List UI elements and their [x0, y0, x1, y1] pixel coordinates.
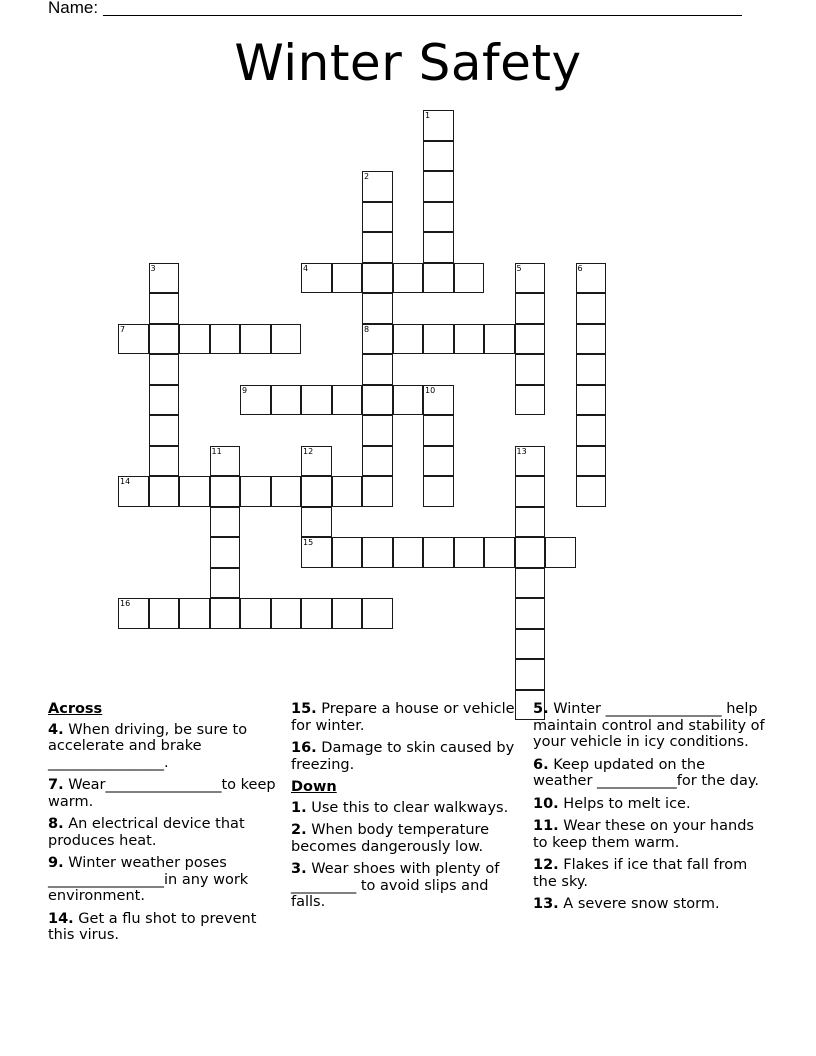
grid-cell[interactable] [301, 446, 332, 477]
grid-cell[interactable] [210, 476, 241, 507]
clue-down-10 [533, 796, 769, 813]
grid-cell[interactable] [423, 415, 454, 446]
clue-number: 3. [291, 861, 307, 877]
grid-cell[interactable] [423, 263, 454, 294]
clue-number: 8. [48, 816, 64, 832]
grid-cell[interactable] [240, 598, 271, 629]
grid-cell[interactable] [423, 202, 454, 233]
clue-down-3 [291, 861, 527, 911]
grid-cell[interactable] [576, 476, 607, 507]
cell-number: 9 [242, 385, 248, 395]
clue-down-12 [533, 857, 769, 890]
grid-cell[interactable] [393, 537, 424, 568]
clue-text: Wear these on your hands to keep them warm. [533, 818, 754, 851]
clue-number: 2. [291, 822, 307, 838]
grid-cell[interactable] [423, 171, 454, 202]
clue-text: Get a flu shot to prevent this virus. [48, 910, 257, 943]
grid-cell[interactable] [240, 476, 271, 507]
clue-across-8 [48, 816, 284, 849]
grid-cell[interactable] [362, 476, 393, 507]
clue-text: Wear shoes with plenty of _________ to avoid slips and falls. [291, 861, 500, 910]
grid-cell[interactable] [515, 385, 546, 416]
grid-cell[interactable] [210, 537, 241, 568]
grid-cell[interactable] [515, 598, 546, 629]
clue-text: Keep updated on the weather ___________for the day. [533, 756, 759, 789]
grid-cell[interactable] [362, 324, 393, 355]
grid-cell[interactable] [149, 476, 180, 507]
grid-cell[interactable] [332, 598, 363, 629]
grid-cell[interactable] [271, 476, 302, 507]
clue-down-6 [533, 757, 769, 790]
clue-down-5 [533, 701, 769, 751]
cell-number: 3 [150, 263, 156, 273]
clue-number: 1. [291, 799, 307, 816]
grid-cell[interactable] [515, 507, 546, 538]
grid-cell[interactable] [301, 507, 332, 538]
cell-number: 5 [516, 263, 522, 273]
grid-cell[interactable] [423, 232, 454, 263]
clue-text: Prepare a house or vehicle for winter. [291, 701, 515, 734]
grid-cell[interactable] [271, 598, 302, 629]
grid-cell[interactable] [515, 293, 546, 324]
grid-cell[interactable] [179, 476, 210, 507]
grid-cell[interactable] [393, 263, 424, 294]
page-title: Winter Safety [234, 34, 582, 92]
cell-number: 1 [425, 111, 431, 120]
grid-cell[interactable] [362, 598, 393, 629]
clue-number: 10. [533, 795, 559, 812]
cell-number: 6 [577, 263, 583, 273]
cell-number: 2 [364, 172, 370, 181]
grid-cell[interactable] [332, 263, 363, 294]
grid-cell[interactable] [515, 446, 546, 477]
grid-cell[interactable] [423, 385, 454, 416]
name-label: Name: [48, 0, 99, 17]
grid-cell[interactable] [301, 598, 332, 629]
grid-cell[interactable] [515, 537, 546, 568]
grid-cell[interactable] [362, 354, 393, 385]
grid-cell[interactable] [149, 354, 180, 385]
grid-cell[interactable] [149, 415, 180, 446]
grid-cell[interactable] [301, 476, 332, 507]
grid-cell[interactable] [332, 476, 363, 507]
down-heading: Down [291, 779, 337, 795]
clue-text: Wear________________to keep warm. [48, 777, 276, 810]
grid-cell[interactable] [484, 537, 515, 568]
clue-text: When driving, be sure to accelerate and brake ________________. [48, 721, 248, 771]
cell-number: 11 [211, 446, 222, 456]
grid-cell[interactable] [240, 385, 271, 416]
grid-cell[interactable] [149, 385, 180, 416]
grid-cell[interactable] [423, 446, 454, 477]
clue-number: 12. [533, 857, 559, 873]
grid-cell[interactable] [454, 324, 485, 355]
cell-number: 8 [364, 324, 370, 334]
clue-text: Use this to clear walkways. [306, 799, 509, 816]
grid-cell[interactable] [576, 324, 607, 355]
grid-cell[interactable] [423, 110, 454, 141]
cell-number: 12 [303, 446, 314, 456]
grid-cell[interactable] [362, 385, 393, 416]
grid-cell[interactable] [515, 568, 546, 599]
grid-cell[interactable] [271, 385, 302, 416]
grid-cell[interactable] [576, 385, 607, 416]
grid-cell[interactable] [118, 476, 149, 507]
clue-text: Winter ________________ help maintain control and stability of your vehicle in icy conditions. [533, 701, 765, 750]
grid-cell[interactable] [454, 263, 485, 294]
clue-number: 15. [291, 701, 317, 717]
grid-cell[interactable] [423, 476, 454, 507]
grid-cell[interactable] [362, 293, 393, 324]
grid-cell[interactable] [118, 324, 149, 355]
grid-cell[interactable] [454, 537, 485, 568]
grid-cell[interactable] [515, 629, 546, 660]
cell-number: 4 [303, 263, 309, 273]
clue-down-1 [291, 800, 527, 817]
grid-cell[interactable] [393, 324, 424, 355]
clue-number: 14. [48, 910, 74, 927]
grid-cell[interactable] [210, 568, 241, 599]
clues-column-2 [291, 701, 527, 917]
cell-number: 15 [303, 538, 314, 547]
grid-cell[interactable] [515, 354, 546, 385]
grid-cell[interactable] [362, 537, 393, 568]
grid-cell[interactable] [118, 598, 149, 629]
clue-across-9 [48, 855, 284, 905]
grid-cell[interactable] [484, 324, 515, 355]
grid-cell[interactable] [362, 263, 393, 294]
grid-cell[interactable] [423, 141, 454, 172]
clue-number: 13. [533, 896, 559, 912]
grid-cell[interactable] [149, 293, 180, 324]
grid-cell[interactable] [576, 354, 607, 385]
clue-across-4 [48, 722, 284, 772]
clue-text: A severe snow storm. [558, 896, 720, 912]
grid-cell[interactable] [362, 202, 393, 233]
grid-cell[interactable] [179, 598, 210, 629]
clue-number: 11. [533, 818, 559, 834]
clue-down-11 [533, 818, 769, 851]
grid-cell[interactable] [179, 324, 210, 355]
grid-cell[interactable] [301, 537, 332, 568]
grid-cell[interactable] [210, 598, 241, 629]
clues-column-3 [533, 701, 769, 919]
clue-text: Damage to skin caused by freezing. [291, 740, 515, 773]
grid-cell[interactable] [210, 507, 241, 538]
cell-number: 10 [425, 385, 436, 395]
clue-text: Winter weather poses ________________in any work environment. [48, 855, 249, 904]
grid-cell[interactable] [149, 263, 180, 294]
grid-cell[interactable] [210, 446, 241, 477]
grid-cell[interactable] [545, 537, 576, 568]
grid-cell[interactable] [515, 659, 546, 690]
grid-cell[interactable] [332, 385, 363, 416]
grid-cell[interactable] [515, 263, 546, 294]
cell-number: 14 [120, 477, 131, 486]
grid-cell[interactable] [149, 598, 180, 629]
grid-cell[interactable] [332, 537, 363, 568]
grid-cell[interactable] [423, 537, 454, 568]
grid-cell[interactable] [240, 324, 271, 355]
cell-number: 16 [120, 599, 131, 608]
grid-cell[interactable] [149, 446, 180, 477]
clue-number: 5. [533, 701, 549, 717]
clue-text: Flakes if ice that fall from the sky. [533, 857, 748, 890]
grid-cell[interactable] [515, 476, 546, 507]
cell-number: 13 [516, 446, 527, 456]
grid-cell[interactable] [393, 385, 424, 416]
grid-cell[interactable] [362, 415, 393, 446]
clue-number: 7. [48, 777, 64, 793]
grid-cell[interactable] [362, 171, 393, 202]
clue-number: 4. [48, 721, 64, 738]
clue-across-15 [291, 701, 527, 734]
clue-number: 6. [533, 756, 549, 773]
grid-cell[interactable] [362, 232, 393, 263]
grid-cell[interactable] [301, 385, 332, 416]
grid-cell[interactable] [149, 324, 180, 355]
clue-across-7 [48, 777, 284, 810]
across-heading: Across [48, 701, 103, 717]
grid-cell[interactable] [576, 263, 607, 294]
clues-column-1 [48, 701, 284, 950]
cell-number: 7 [120, 324, 126, 334]
grid-cell[interactable] [515, 324, 546, 355]
clue-across-16 [291, 740, 527, 773]
clue-text: An electrical device that produces heat. [48, 816, 245, 849]
grid-cell[interactable] [210, 324, 241, 355]
grid-cell[interactable] [576, 446, 607, 477]
clue-down-2 [291, 822, 527, 855]
clue-text: When body temperature becomes dangerously low. [291, 822, 490, 855]
clue-text: Helps to melt ice. [558, 795, 691, 812]
grid-cell[interactable] [576, 293, 607, 324]
clue-number: 16. [291, 740, 317, 756]
clue-across-14 [48, 911, 284, 944]
clue-number: 9. [48, 855, 64, 871]
grid-cell[interactable] [271, 324, 302, 355]
grid-cell[interactable] [301, 263, 332, 294]
grid-cell[interactable] [362, 446, 393, 477]
clue-down-13 [533, 896, 769, 913]
grid-cell[interactable] [576, 415, 607, 446]
grid-cell[interactable] [423, 324, 454, 355]
